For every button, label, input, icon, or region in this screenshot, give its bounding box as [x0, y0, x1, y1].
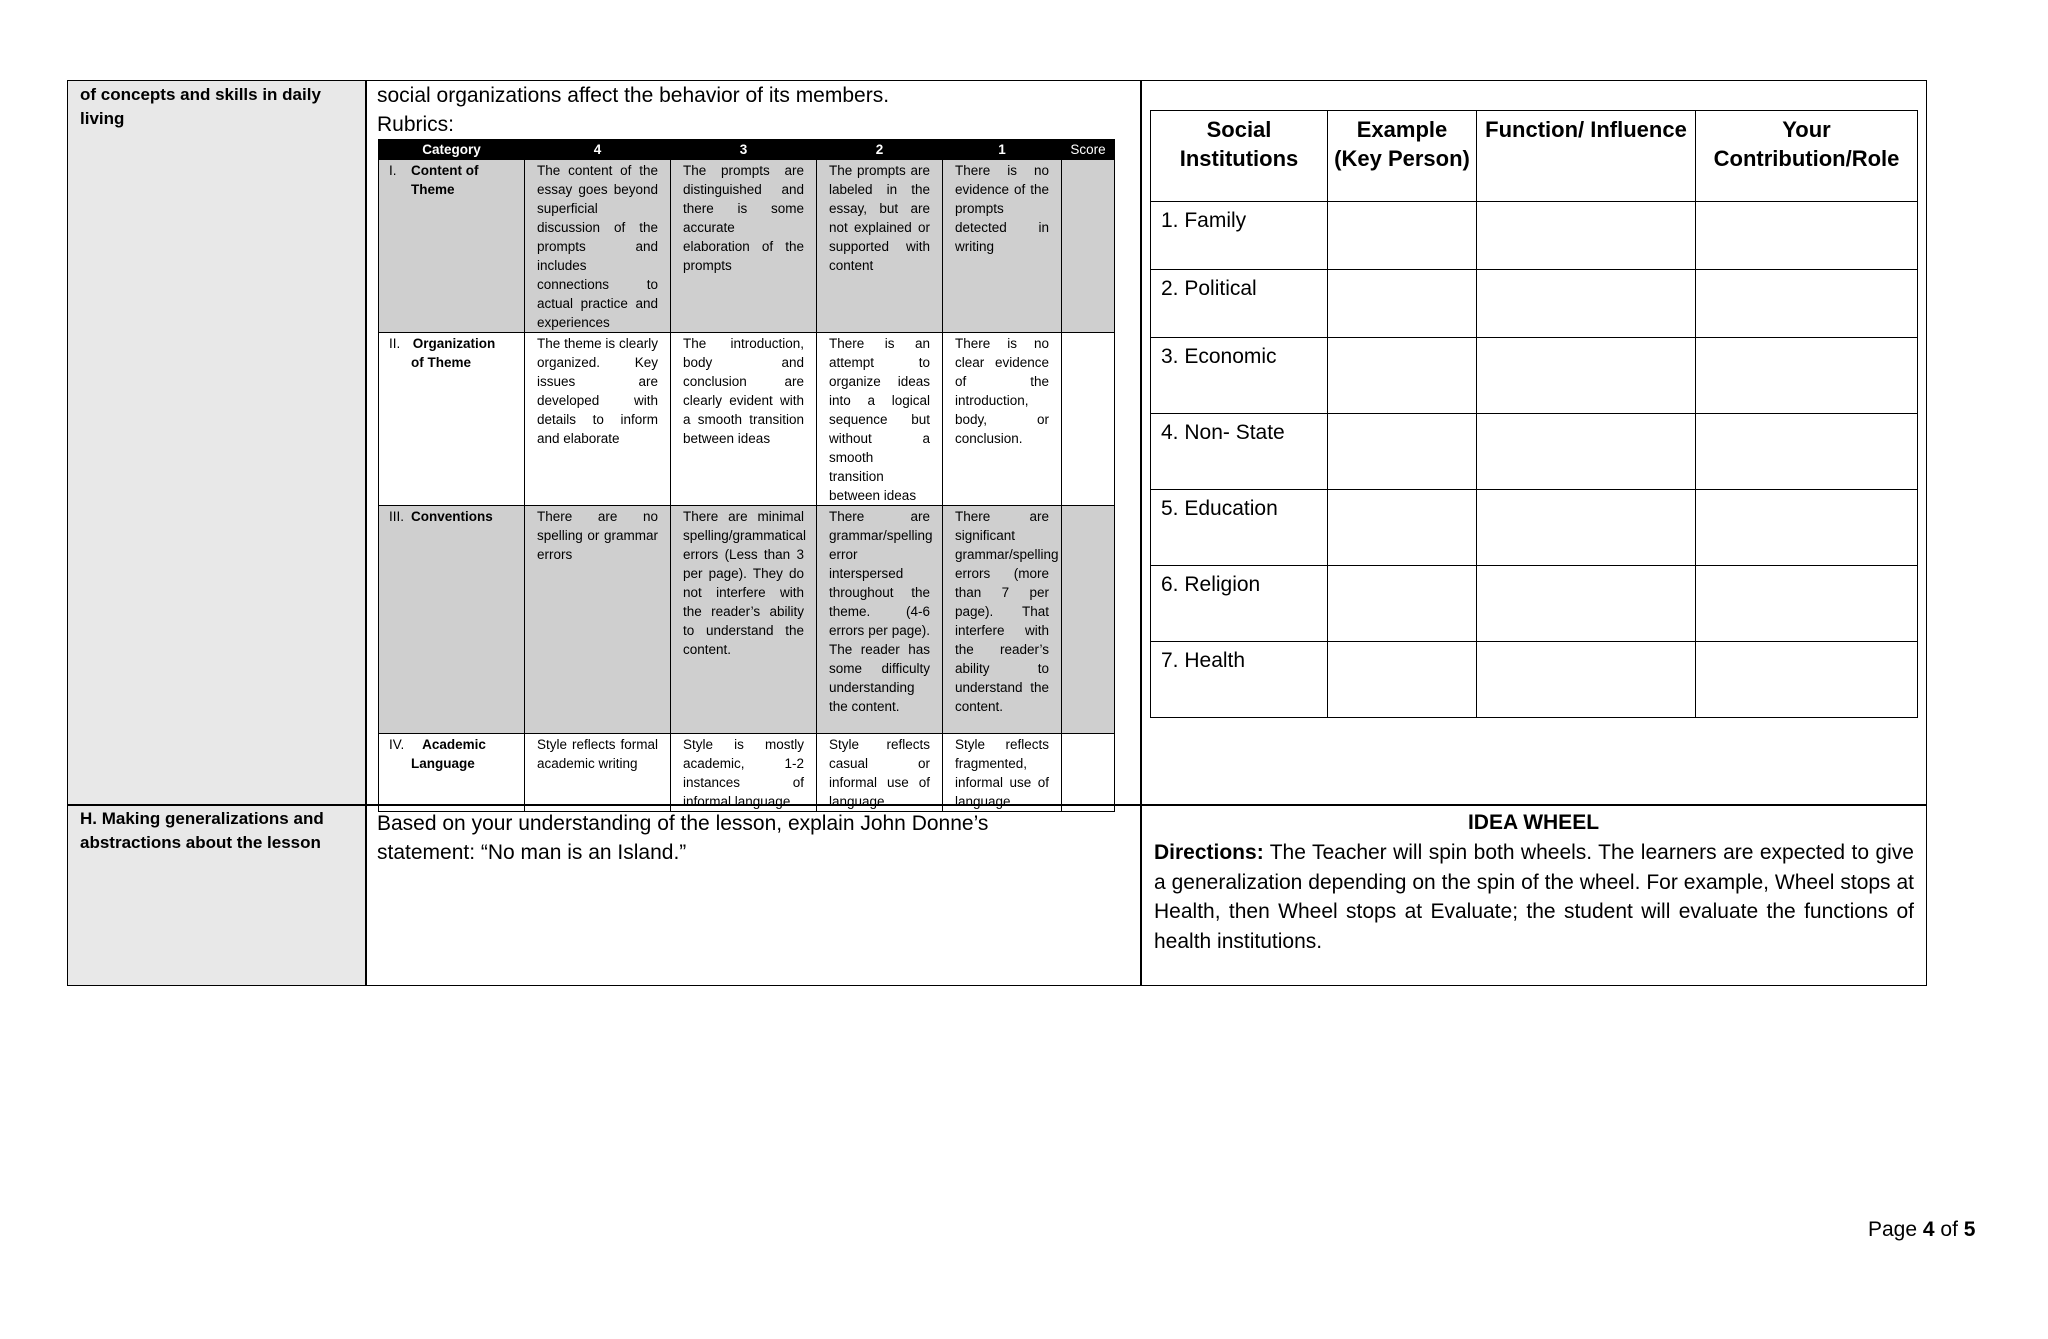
social-table-row — [1151, 338, 1918, 414]
rubric-cell-4: The content of the essay goes beyond superficial discussion of the prompts and includes connections to actual practice and experiences — [525, 160, 671, 333]
rubric-category-name: Organization of Theme — [411, 336, 496, 370]
example-cell[interactable] — [1328, 338, 1477, 414]
example-cell[interactable] — [1328, 202, 1477, 270]
rubric-score-cell[interactable] — [1062, 506, 1115, 734]
rubric-category — [379, 506, 525, 734]
example-cell[interactable] — [1328, 490, 1477, 566]
rubric-category-name: Conventions — [411, 509, 493, 524]
rubric-header-1: 1 — [943, 140, 1062, 160]
rubric-category-number: I. — [389, 163, 397, 178]
social-table-row — [1151, 270, 1918, 338]
rubric-cell-1: There is no evidence of the prompts detected in writing — [943, 160, 1062, 333]
social-table-header-row — [1151, 111, 1918, 202]
rubric-row — [379, 506, 1115, 734]
rubrics-header-row — [379, 140, 1115, 160]
rubric-row — [379, 333, 1115, 506]
rubric-cell-1: There are significant grammar/spelling errors (more than 7 per page). That interfere with the reader’s ability to understand the content. — [943, 506, 1062, 734]
rubric-category-name: Content of Theme — [411, 163, 479, 197]
function-cell[interactable] — [1477, 414, 1696, 490]
rubric-cell-4: Style reflects formal academic writing — [525, 734, 671, 812]
current-page: 4 — [1922, 1218, 1935, 1241]
rubric-row — [379, 160, 1115, 333]
rubric-category — [379, 734, 525, 812]
page-word: Page — [1868, 1218, 1923, 1241]
rubric-category-number: IV. — [389, 737, 405, 752]
example-cell[interactable] — [1328, 414, 1477, 490]
contribution-cell[interactable] — [1696, 202, 1918, 270]
institution-name: 6. Religion — [1151, 566, 1328, 642]
idea-wheel-directions — [1154, 838, 1914, 956]
column-divider-2 — [1140, 81, 1142, 985]
rubrics-label: Rubrics: — [377, 113, 455, 136]
example-cell[interactable] — [1328, 642, 1477, 718]
rubric-row — [379, 734, 1115, 812]
social-table-row — [1151, 566, 1918, 642]
function-cell[interactable] — [1477, 202, 1696, 270]
rubric-score-cell[interactable] — [1062, 160, 1115, 333]
row-g-label: of concepts and skills in daily living — [80, 85, 321, 128]
rubric-cell-3: Style is mostly academic, 1-2 instances of informal language. — [671, 734, 817, 812]
contribution-cell[interactable] — [1696, 414, 1918, 490]
social-table-row — [1151, 414, 1918, 490]
rubric-category-name: Academic Language — [411, 737, 486, 771]
row-g-text: social organizations affect the behavior of its members. — [377, 84, 890, 107]
rubric-header-category: Category — [379, 140, 525, 160]
rubric-score-cell[interactable] — [1062, 734, 1115, 812]
rubric-category-number: III. — [389, 509, 405, 524]
row-h-label: H. Making generalizations and abstractions about the lesson — [80, 809, 324, 852]
page-number — [1868, 1216, 1975, 1244]
header-function-influence: Function/ Influence — [1477, 111, 1696, 202]
rubric-score-cell[interactable] — [1062, 333, 1115, 506]
rubric-header-score: Score — [1062, 140, 1115, 160]
institution-name: 7. Health — [1151, 642, 1328, 718]
rubric-cell-1: Style reflects fragmented, informal use of language. — [943, 734, 1062, 812]
institution-name: 2. Political — [1151, 270, 1328, 338]
function-cell[interactable] — [1477, 338, 1696, 414]
rubric-cell-2: There is an attempt to organize ideas into a logical sequence but without a smooth transition between ideas — [817, 333, 943, 506]
rubrics-table — [378, 139, 1115, 812]
contribution-cell[interactable] — [1696, 490, 1918, 566]
rubric-cell-2: There are grammar/spelling error interspersed throughout the theme. (4-6 errors per page). The reader has some difficulty understanding the content. — [817, 506, 943, 734]
example-cell[interactable] — [1328, 566, 1477, 642]
function-cell[interactable] — [1477, 566, 1696, 642]
rubric-cell-3: There are minimal spelling/grammatical errors (Less than 3 per page). They do not interfere with the reader’s ability to understand the content. — [671, 506, 817, 734]
function-cell[interactable] — [1477, 642, 1696, 718]
example-cell[interactable] — [1328, 270, 1477, 338]
rubric-category-number: II. — [389, 336, 401, 351]
social-table-row — [1151, 642, 1918, 718]
rubric-cell-1: There is no clear evidence of the introduction, body, or conclusion. — [943, 333, 1062, 506]
rubric-category — [379, 333, 525, 506]
rubric-cell-3: The prompts are distinguished and there is some accurate elaboration of the prompts — [671, 160, 817, 333]
rubric-header-4: 4 — [525, 140, 671, 160]
directions-text: The Teacher will spin both wheels. The learners are expected to give a generalization depending on the spin of the wheel. For example, Wheel stops at Health, then Wheel stops at Evaluate; the student will evaluate the functions of health institutions. — [1154, 841, 1914, 953]
header-social-institutions: Social Institutions — [1151, 111, 1328, 202]
contribution-cell[interactable] — [1696, 270, 1918, 338]
function-cell[interactable] — [1477, 490, 1696, 566]
rubric-cell-2: Style reflects casual or informal use of language. — [817, 734, 943, 812]
contribution-cell[interactable] — [1696, 338, 1918, 414]
rubric-cell-3: The introduction, body and conclusion are clearly evident with a smooth transition between ideas — [671, 333, 817, 506]
column-divider-1 — [365, 81, 367, 985]
directions-label: Directions: — [1154, 841, 1264, 864]
rubric-cell-4: The theme is clearly organized. Key issues are developed with details to inform and elaborate — [525, 333, 671, 506]
function-cell[interactable] — [1477, 270, 1696, 338]
institution-name: 3. Economic — [1151, 338, 1328, 414]
rubric-header-2: 2 — [817, 140, 943, 160]
social-table-row — [1151, 490, 1918, 566]
rubric-cell-4: There are no spelling or grammar errors — [525, 506, 671, 734]
social-table-row — [1151, 202, 1918, 270]
rubric-header-3: 3 — [671, 140, 817, 160]
rubric-category — [379, 160, 525, 333]
header-contribution-role: Your Contribution/Role — [1696, 111, 1918, 202]
social-institutions-table — [1150, 110, 1918, 718]
institution-name: 4. Non- State — [1151, 414, 1328, 490]
header-example-key-person: Example (Key Person) — [1328, 111, 1477, 202]
contribution-cell[interactable] — [1696, 566, 1918, 642]
institution-name: 5. Education — [1151, 490, 1328, 566]
total-pages: 5 — [1963, 1218, 1976, 1241]
contribution-cell[interactable] — [1696, 642, 1918, 718]
row-h-text: Based on your understanding of the lesson, explain John Donne’s statement: “No man is an Island.” — [377, 812, 989, 864]
rubric-cell-2: The prompts are labeled in the essay, but are not explained or supported with content — [817, 160, 943, 333]
institution-name: 1. Family — [1151, 202, 1328, 270]
of-word: of — [1934, 1218, 1964, 1241]
idea-wheel-title: IDEA WHEEL — [1467, 811, 1600, 834]
